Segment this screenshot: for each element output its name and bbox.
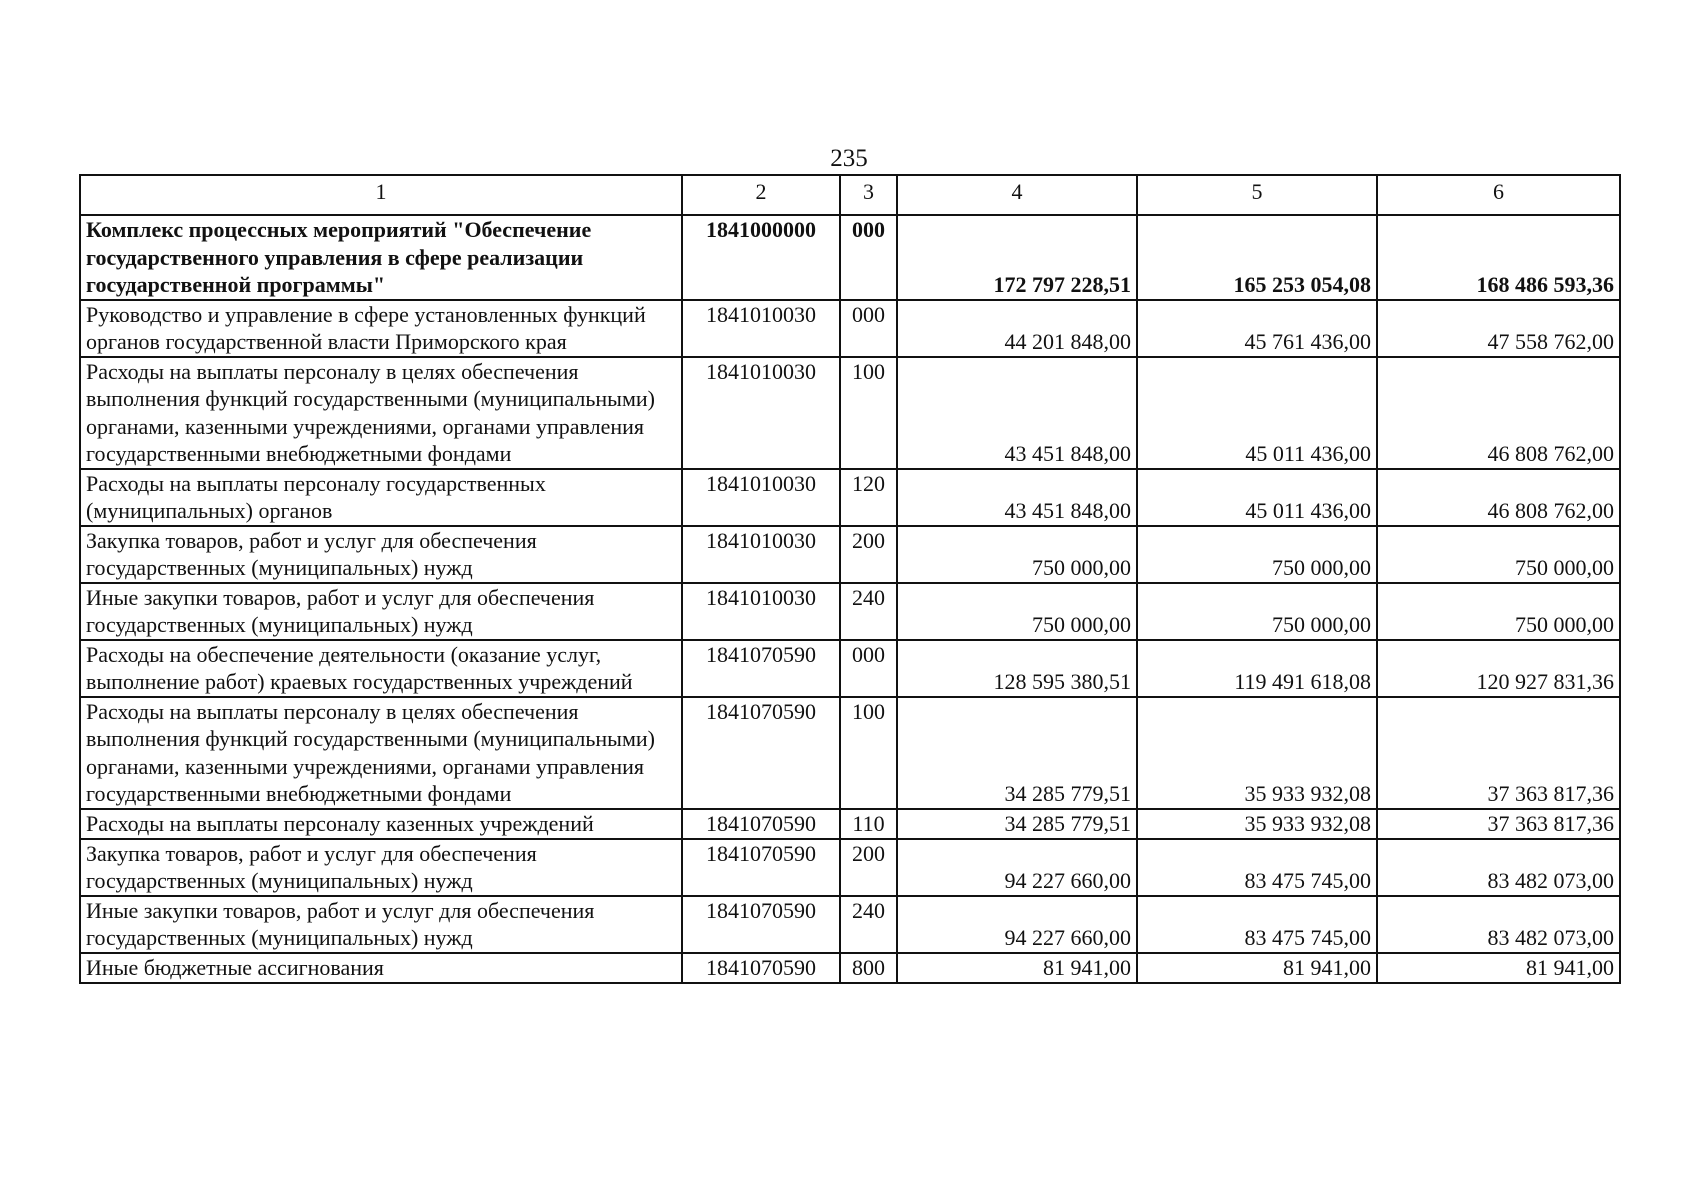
target-article-code-cell: 1841010030 [682,357,840,469]
expense-type-code-cell: 240 [840,583,897,640]
amount-col4-cell: 94 227 660,00 [897,839,1137,896]
expense-type-code-cell: 110 [840,809,897,839]
amount-col6-cell: 168 486 593,36 [1377,215,1620,300]
amount-col6-cell: 46 808 762,00 [1377,469,1620,526]
amount-col4-cell: 43 451 848,00 [897,469,1137,526]
table-row [80,953,1620,983]
expense-type-code-cell: 240 [840,896,897,953]
expense-type-code-cell: 000 [840,215,897,300]
column-number-3: 3 [840,175,897,215]
target-article-code-cell: 1841070590 [682,640,840,697]
amount-col5-cell: 119 491 618,08 [1137,640,1377,697]
amount-col6-cell: 47 558 762,00 [1377,300,1620,357]
amount-col4-cell: 43 451 848,00 [897,357,1137,469]
amount-col4-cell: 34 285 779,51 [897,809,1137,839]
amount-col4-cell: 34 285 779,51 [897,697,1137,809]
amount-col4-cell: 128 595 380,51 [897,640,1137,697]
amount-col5-cell: 83 475 745,00 [1137,839,1377,896]
table-row [80,896,1620,953]
amount-col4-cell: 750 000,00 [897,583,1137,640]
target-article-code-cell: 1841010030 [682,583,840,640]
table-row [80,300,1620,357]
target-article-code-cell: 1841070590 [682,809,840,839]
target-article-code-cell: 1841010030 [682,526,840,583]
expense-name-cell: Расходы на выплаты персоналу казенных учреждений [80,809,682,839]
amount-col6-cell: 81 941,00 [1377,953,1620,983]
table-row [80,215,1620,300]
expense-type-code-cell: 120 [840,469,897,526]
amount-col5-cell: 35 933 932,08 [1137,809,1377,839]
target-article-code-cell: 1841010030 [682,469,840,526]
page-number: 235 [830,145,868,172]
expense-type-code-cell: 000 [840,640,897,697]
expense-type-code-cell: 200 [840,526,897,583]
column-number-2: 2 [682,175,840,215]
amount-col5-cell: 750 000,00 [1137,583,1377,640]
amount-col4-cell: 94 227 660,00 [897,896,1137,953]
table-row [80,839,1620,896]
column-number-6: 6 [1377,175,1620,215]
expense-name-cell: Закупка товаров, работ и услуг для обеспечения государственных (муниципальных) нужд [80,839,682,896]
amount-col6-cell: 120 927 831,36 [1377,640,1620,697]
amount-col4-cell: 81 941,00 [897,953,1137,983]
table-row [80,526,1620,583]
column-number-4: 4 [897,175,1137,215]
expense-name-cell: Расходы на выплаты персоналу в целях обеспечения выполнения функций государственными (муниципальными) органами, казенными учреждениями, органами управления государственными внебюджетными фондами [80,357,682,469]
table-row [80,697,1620,809]
amount-col5-cell: 750 000,00 [1137,526,1377,583]
column-number-1: 1 [80,175,682,215]
amount-col6-cell: 750 000,00 [1377,583,1620,640]
expense-type-code-cell: 100 [840,357,897,469]
expense-name-cell: Расходы на выплаты персоналу в целях обеспечения выполнения функций государственными (муниципальными) органами, казенными учреждениями, органами управления государственными внебюджетными фондами [80,697,682,809]
expense-name-cell: Комплекс процессных мероприятий "Обеспечение государственного управления в сфере реализации государственной программы" [80,215,682,300]
target-article-code-cell: 1841000000 [682,215,840,300]
table-row [80,583,1620,640]
table-row [80,357,1620,469]
expense-type-code-cell: 800 [840,953,897,983]
expense-name-cell: Иные закупки товаров, работ и услуг для обеспечения государственных (муниципальных) нужд [80,896,682,953]
target-article-code-cell: 1841070590 [682,839,840,896]
amount-col4-cell: 172 797 228,51 [897,215,1137,300]
amount-col6-cell: 37 363 817,36 [1377,697,1620,809]
amount-col5-cell: 45 761 436,00 [1137,300,1377,357]
target-article-code-cell: 1841070590 [682,697,840,809]
target-article-code-cell: 1841070590 [682,953,840,983]
amount-col6-cell: 46 808 762,00 [1377,357,1620,469]
amount-col5-cell: 45 011 436,00 [1137,357,1377,469]
target-article-code-cell: 1841010030 [682,300,840,357]
expense-name-cell: Расходы на выплаты персоналу государственных (муниципальных) органов [80,469,682,526]
expense-name-cell: Руководство и управление в сфере установленных функций органов государственной власти Приморского края [80,300,682,357]
amount-col6-cell: 83 482 073,00 [1377,839,1620,896]
amount-col5-cell: 165 253 054,08 [1137,215,1377,300]
column-number-row [80,175,1620,215]
budget-table [79,174,1621,984]
amount-col5-cell: 35 933 932,08 [1137,697,1377,809]
amount-col5-cell: 45 011 436,00 [1137,469,1377,526]
amount-col6-cell: 83 482 073,00 [1377,896,1620,953]
table-row [80,469,1620,526]
expense-name-cell: Расходы на обеспечение деятельности (оказание услуг, выполнение работ) краевых государственных учреждений [80,640,682,697]
amount-col5-cell: 81 941,00 [1137,953,1377,983]
amount-col6-cell: 37 363 817,36 [1377,809,1620,839]
amount-col6-cell: 750 000,00 [1377,526,1620,583]
expense-type-code-cell: 000 [840,300,897,357]
amount-col5-cell: 83 475 745,00 [1137,896,1377,953]
expense-type-code-cell: 100 [840,697,897,809]
amount-col4-cell: 44 201 848,00 [897,300,1137,357]
table-row [80,640,1620,697]
target-article-code-cell: 1841070590 [682,896,840,953]
expense-name-cell: Иные закупки товаров, работ и услуг для обеспечения государственных (муниципальных) нужд [80,583,682,640]
expense-type-code-cell: 200 [840,839,897,896]
expense-name-cell: Закупка товаров, работ и услуг для обеспечения государственных (муниципальных) нужд [80,526,682,583]
table-row [80,809,1620,839]
column-number-5: 5 [1137,175,1377,215]
expense-name-cell: Иные бюджетные ассигнования [80,953,682,983]
amount-col4-cell: 750 000,00 [897,526,1137,583]
